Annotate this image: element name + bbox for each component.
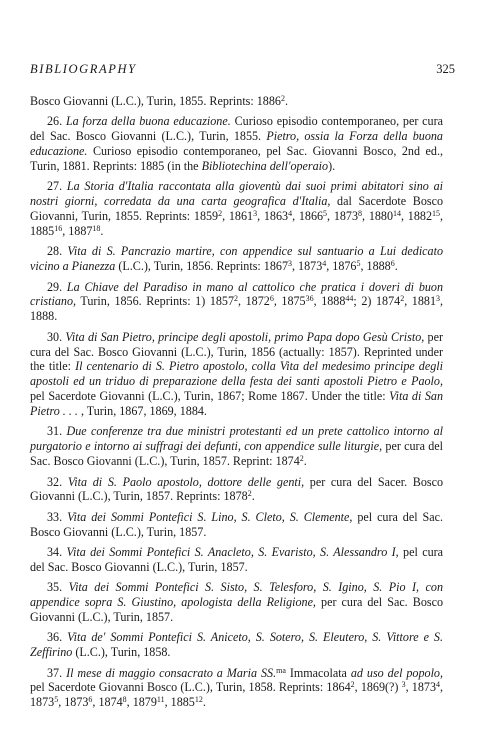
superscript: 3 — [253, 209, 258, 219]
superscript: 12 — [194, 695, 203, 705]
italic-title: Il centenario di S. Pietro apostolo, colla Vita del medesimo principe degli apostoli ed un triduo di preparazione della festa dei santi apostoli Pietro e Paolo, — [30, 359, 443, 389]
italic-title: Vita dei Sommi Pontefici S. Anacleto, S. Evaristo, S. Alessandro I, — [66, 544, 399, 559]
entry-text: 34. — [47, 544, 67, 559]
entry-text: , 1873 — [327, 209, 359, 224]
bibliography-entry-26 — [30, 114, 443, 174]
entry-text: , 1880 — [362, 209, 394, 224]
entry-text: 35. — [47, 580, 69, 595]
superscript: 2 — [247, 489, 252, 499]
superscript: 5 — [323, 209, 328, 219]
entry-text: per cura del Sac. Bosco Giovanni (L.C.), Turin, 1857. — [30, 595, 443, 624]
entry-text: , 1873 — [292, 259, 323, 274]
italic-title: Due conferenze tra due ministri protestanti ed un prete cattolico intorno al purgatorio e intorno ai suffragi dei defunti, con appendice sulle liturgie, — [30, 424, 443, 454]
entry-text: 29. — [47, 279, 67, 294]
entry-text: per cura del Sac. Bosco Giovanni (L.C.), Turin, 1856 (actually: 1857). Reprinted under the title: — [30, 329, 444, 374]
entry-text: . — [284, 94, 288, 108]
entry-text: , 1885 — [164, 695, 195, 710]
italic-title: Bibliotechina dell'operaio — [201, 159, 329, 174]
entry-text: 27. — [47, 179, 67, 194]
entry-text: . — [394, 259, 398, 274]
italic-title: Il mese di maggio consacrato a Maria SS. — [66, 665, 277, 680]
superscript: 2 — [350, 680, 355, 690]
bibliography-entry-32 — [30, 475, 443, 505]
entry-text: . — [303, 454, 307, 469]
superscript: 3 — [401, 680, 406, 690]
bibliography-entry-37 — [30, 666, 443, 711]
entry-text: 36. — [47, 630, 68, 645]
superscript: 2 — [218, 209, 223, 219]
entry-text: , 1876 — [326, 259, 357, 274]
entry-text: , 1873 — [405, 680, 436, 695]
superscript: 15 — [432, 209, 440, 219]
entry-text: 26. — [47, 114, 66, 129]
entry-text: . — [251, 489, 255, 504]
entry-text: Turin, 1856. Reprints: 1) 1857 — [76, 294, 235, 309]
superscript: 3 — [288, 259, 292, 269]
superscript: 6 — [390, 259, 395, 269]
entry-text: , 1869(?) — [354, 680, 402, 695]
superscript: 5 — [356, 259, 361, 269]
entry-text: Bosco Giovanni (L.C.), Turin, 1855. Reprints: 1886 — [30, 94, 281, 108]
superscript: 6 — [88, 695, 93, 705]
superscript: 3 — [436, 294, 440, 304]
entry-text: dal Sacerdote Bosco Giovanni, Turin, 1855. Reprints: 1859 — [30, 194, 443, 224]
entry-text: , Turin, 1867, 1869, 1884. — [77, 404, 207, 419]
page-header — [30, 62, 455, 78]
bibliography-entry-31 — [30, 424, 443, 469]
entry-text: 32. — [47, 474, 68, 489]
bibliography-entry-34 — [30, 545, 443, 575]
bibliography-entry-29 — [30, 280, 443, 325]
superscript: 36 — [305, 294, 314, 304]
superscript: 2 — [400, 294, 405, 304]
entry-text: , 1874 — [92, 695, 123, 710]
superscript: 8 — [358, 209, 363, 219]
superscript: 44 — [345, 294, 354, 304]
entry-text: , 1861 — [222, 209, 254, 224]
bibliography-list — [30, 94, 443, 716]
entry-text: , 1873 — [58, 695, 89, 710]
superscript: 2 — [234, 294, 239, 304]
superscript: 2 — [299, 454, 304, 464]
italic-title: Vita dei Sommi Pontefici S. Sisto, S. Telesforo, S. Igino, S. Pio I, con appendice sopra S. Giustino, apologista della Religione, — [30, 580, 443, 610]
entry-continuation — [30, 94, 443, 109]
italic-title: Vita di S. Paolo apostolo, dottore delle genti, — [67, 474, 305, 489]
entry-text: (L.C.), Turin, 1858. — [72, 645, 171, 660]
italic-title: ad uso del popolo, — [350, 665, 444, 680]
entry-text: ; 2) 1874 — [353, 294, 401, 309]
entry-text: pel cura del Sac. Bosco Giovanni (L.C.), Turin, 1857. — [30, 509, 444, 539]
entry-text: per cura del Sacer. Bosco Giovanni (L.C.), Turin, 1857. Reprints: 1878 — [30, 474, 444, 504]
italic-title: Vita di S. Pancrazio martire, con appendice sul santuario a Lui dedicato vicino a Pianezza — [30, 244, 444, 274]
superscript: 4 — [288, 209, 293, 219]
italic-title: Vita di San Pietro . . . — [30, 389, 444, 419]
italic-title: Vita di San Pietro, principe degli apostoli, primo Papa dopo Gesù Cristo, — [65, 329, 425, 344]
entry-text: , 1879 — [126, 695, 157, 710]
entry-text: Curioso episodio contemporaneo, per cura del Sac. Bosco Giovanni (L.C.), Turin, 1855. — [30, 114, 443, 144]
entry-text: 30. — [47, 329, 66, 344]
running-title: BIBLIOGRAPHY — [30, 62, 137, 76]
entry-text: pel Sacerdote Giovanni (L.C.), Turin, 1867; Rome 1867. Under the title: — [30, 389, 390, 404]
bibliography-entry-28 — [30, 244, 443, 274]
entry-text: , 1882 — [401, 209, 432, 224]
entry-text: , 1881 — [404, 294, 436, 309]
italic-title: Vita de' Sommi Pontefici S. Aniceto, S. Sotero, S. Eleutero, S. Vittore e S. Zeffirino — [30, 630, 444, 660]
superscript: 16 — [54, 224, 63, 234]
entry-text: (L.C.), Turin, 1856. Reprints: 1867 — [115, 259, 288, 274]
entry-text: , 1885 — [30, 209, 444, 239]
italic-title: La forza della buona educazione. — [65, 114, 231, 129]
superscript: 2 — [280, 94, 285, 103]
entry-text: per cura del Sac. Bosco Giovanni (L.C.), Turin, 1857. Reprint: 1874 — [30, 439, 443, 469]
entry-text: , 1888 — [360, 259, 391, 274]
superscript: 11 — [156, 695, 165, 705]
bibliography-entry-35 — [30, 580, 443, 625]
entry-text: Immacolata — [285, 665, 351, 680]
entry-text: , 1866 — [292, 209, 324, 224]
entry-text: . — [202, 695, 206, 710]
entry-text: 37. — [47, 665, 67, 680]
entry-text: 31. — [47, 424, 67, 439]
superscript: 5 — [54, 695, 59, 705]
entry-text: , 1875 — [273, 294, 306, 309]
entry-text: 28. — [47, 244, 68, 259]
page-number: 325 — [436, 62, 455, 76]
superscript: 6 — [269, 294, 274, 304]
superscript: 4 — [322, 259, 327, 269]
italic-title: La Chiave del Paradiso in mano al cattolico che pratica i doveri di buon cristiano, — [30, 279, 444, 309]
entry-text: , 1873 — [30, 680, 444, 710]
superscript: 18 — [92, 224, 101, 234]
superscript: 4 — [436, 680, 440, 690]
bibliography-entry-27 — [30, 179, 443, 239]
italic-title: La Storia d'Italia raccontata alla gioventù dai suoi primi abitatori sino ai nostri giorni, corredata da una carta geografica d'Italia, — [30, 179, 444, 209]
italic-title: Vita dei Sommi Pontefici S. Lino, S. Cleto, S. Clemente, — [67, 509, 353, 524]
entry-text: , 1888. — [30, 294, 444, 324]
bibliography-entry-33 — [30, 510, 443, 540]
entry-text: , 1887 — [62, 224, 93, 239]
superscript: 14 — [393, 209, 402, 219]
entry-text: pel Sacerdote Giovanni Bosco (L.C.), Turin, 1858. Reprints: 1864 — [30, 680, 351, 695]
entry-text: , 1863 — [257, 209, 289, 224]
superscript: 8 — [122, 695, 127, 705]
entry-text: , 1888 — [313, 294, 346, 309]
bibliography-entry-36 — [30, 630, 443, 660]
entry-text: Curioso episodio contemporaneo, pel Sac. Giovanni Bosco, 2nd ed., Turin, 1881. Reprints: 1885 (in the — [30, 144, 443, 174]
superscript: ma — [276, 665, 286, 675]
bibliography-entry-30 — [30, 330, 443, 419]
italic-title: Pietro, ossia la Forza della buona educazione. — [30, 129, 443, 159]
entry-text: 33. — [47, 509, 68, 524]
entry-text: ). — [328, 159, 336, 174]
entry-text: , 1872 — [238, 294, 270, 309]
entry-text: . — [100, 224, 104, 239]
entry-text: pel cura del Sac. Bosco Giovanni (L.C.), Turin, 1857. — [30, 544, 444, 574]
